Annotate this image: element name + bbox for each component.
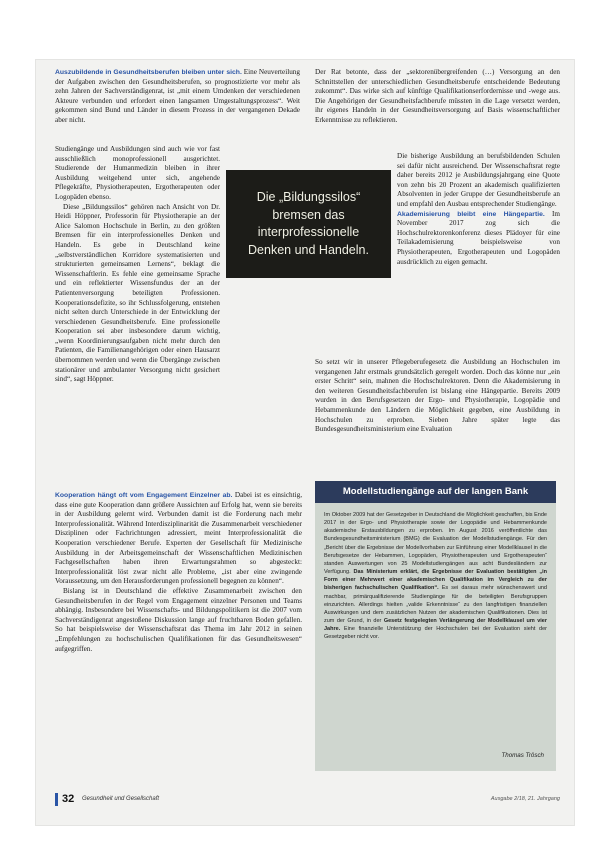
right-column-lower bbox=[315, 358, 560, 435]
info-box-bold-2: Gesetz festgelegten Verlängerung der Modellklausel um vier Jahre. bbox=[324, 618, 547, 633]
paragraph-rat: Der Rat betonte, dass der „sektorenübergreifenden (…) Versorgung an den Schnittstellen der unterschiedlichen Gesundheitsberufe entscheidende Bedeutung zukommt“. Das wirke sich auf künftige Qualifikationserfordernisse und -wege aus. Die Angehörigen der Gesundheitsfachberufe müssten in die Lage versetzt werden, ihr eigenes Handeln in der Gesundheitsversorgung auf Basis wissenschaftlicher Erkenntnisse zu reflektieren. bbox=[315, 68, 560, 124]
info-box-body: Im Oktober 2009 hat der Gesetzgeber in Deutschland die Möglichkeit geschaffen, bis Ende 2017 in der Ergo- und Physiotherapie sowie der Logopädie und Hebammenkunde akademische Erstausbildungen zu erproben. Im August 2016 veröffentlichte das Bundesgesundheitsministerium (BMG) die Evaluation der Modellstudiengänge. Für den „Bericht über die Ergebnisse der Modellvorhaben zur Einführung einer Modellklausel in die Berufsgesetze der Hebammen, Logopäden, Physiotherapeuten und Ergotherapeuten“ standen Auswertungen von 25 Modellstudiengängen aus acht Bundesländern zur Verfügung. Das Ministerium erklärt, die Ergebnisse der Evaluation bestätigten „in Form einer Mehrwert einer akademischen Qualifikation im Vergleich zu der bisherigen fachschulischen Qualifikation“. Es sei daraus mehr wünschenswert und machbar, primärqualifizierende Studiengänge für die beteiligten Berufsgruppen einzurichten. Allerdings hielten „valide Erkenntnisse“ zu den langfristigen finanziellen Auswirkungen und dem zusätzlichen Nutzen der akademischen Qualifikationen. Dies ist zum der Grund, in der Gesetz festgelegten Verlängerung der Modellklausel um vier Jahre. Eine finanzielle Unterstützung der Hochschulen bei der Evaluation sieht der Gesetzgeber nicht vor. bbox=[324, 512, 547, 641]
quote-line-4: Denken und Handeln. bbox=[248, 242, 369, 257]
info-box-author: Thomas Trösch bbox=[501, 752, 544, 759]
footer-accent-bar bbox=[55, 793, 58, 806]
paragraph-rat-tail: Die bisherige Ausbildung an berufsbildenden Schulen sei dafür nicht ausreichend. Der Wissenschaftsrat regte daher bereits 2012 je Ausbildungsjahrgang eine Quote von zehn bis 20 Prozent an akademisch qualifizierten Absolventen in jeder Gruppe der Gesundheitsberufe an und empfahl den Ausbau entsprechender Studiengänge. bbox=[397, 152, 560, 208]
info-box-bold-1: Das Ministerium erklärt, die Ergebnisse der Evaluation bestätigten „in Form einer Mehrwert einer akademischen Qualifikation im Vergleich zu der bisherigen fachschulischen Qualifikation“. bbox=[324, 569, 547, 592]
page-number: 32 bbox=[62, 793, 75, 805]
info-box-title: Modellstudiengänge auf der langen Bank bbox=[315, 481, 556, 503]
subheading-akademisierung: Akademisierung bleibt eine Hängepartie. bbox=[397, 210, 545, 218]
left-column-upper bbox=[55, 68, 300, 126]
paragraph-intro: Auszubildende in Gesundheitsberufen bleiben unter sich. Eine Neuverteilung der Aufgaben zwischen den Gesundheitsberufen, so prognostizierte vor mehr als zehn Jahren der Sachverständigenrat, ist „mit einem Umdenken der verschiedenen Akteure verbunden und erfordert einen langsamen Umgestaltungsprozess“. Weit gekommen sind Bund und Länder in diesem Prozess in der vergangenen Dekade aber nicht. bbox=[55, 68, 300, 124]
paragraph-bislang: Bislang ist in Deutschland die effektive Zusammenarbeit zwischen den Gesundheitsberufen in der Regel vom Engagement einzelner Personen und Teams abhängig. Insbesondere bei Wissenschafts- und Bildungspolitikern ist die 2007 vom Sachverständigenrat angestoßene Diskussion lange auf fruchtbaren Boden gefallen. So hat beispielsweise der Wissenschaftsrat das Thema im Jahr 2012 in seinen „Empfehlungen zu hochschulischen Qualifikationen für das Gesundheitswesen“ aufgegriffen. bbox=[55, 586, 302, 653]
subheading-kooperation: Kooperation hängt oft vom Engagement Einzelner ab. bbox=[55, 492, 233, 499]
issue-info: Ausgabe 2/18, 21. Jahrgang bbox=[490, 796, 560, 802]
info-box-modellstudiengaenge bbox=[315, 481, 556, 771]
quote-line-3: interprofessionelle bbox=[257, 225, 360, 239]
right-column-upper bbox=[315, 68, 560, 126]
pull-quote bbox=[226, 170, 391, 278]
paragraph-intro-tail: Studiengänge und Ausbildungen sind auch wie vor fast ausschließlich monoprofessionell ausgerichtet. Studierende der Humanmedizin bleiben in ihrer Ausbildung weitgehend unter sich, angehende Pflegekräfte, Physiotherapeuten, Ergotherapeuten oder Logopäden ebenso. bbox=[55, 145, 220, 201]
quote-line-2: bremsen das bbox=[272, 207, 345, 222]
paragraph-kooperation: Kooperation hängt oft vom Engagement Einzelner ab. Dabei ist es einsichtig, dass eine gute Kooperation dann größere Aussichten auf Erfolg hat, wenn sie bereits in der Ausbildung gelernt wird. Verbunden damit ist die Forderung nach mehr Interprofessionalität. Während Interdisziplinarität die Zusammenarbeit verschiedener Disziplinen oder Fachrichtungen adressiert, meint Interprofessionalität die Kooperation verschiedener Berufe. Experten der Gesellschaft für Medizinische Ausbildung in der Arbeitsgemeinschaft der Wissenschaftlichen Medizinischen Fachgesellschaften haben ihren Erwartungsrahmen so abgesteckt: Interprofessionalität löst zwar nicht alle Probleme, „ist aber eine zwingende Voraussetzung, um den Herausforderungen professionell begegnen zu können“. bbox=[55, 491, 302, 586]
page-footer bbox=[55, 793, 560, 807]
paragraph-akademisierung: Akademisierung bleibt eine Hängepartie. Im November 2017 zog sich die Hochschulrektorenkonferenz dieses Plädoyer für eine Teilakademisierung beispielsweise von Physiotherapeuten, Ergotherapeuten und Logopäden ausdrücklich zu eigen gemacht. bbox=[397, 209, 560, 266]
magazine-name: Gesundheit und Gesellschaft bbox=[82, 796, 160, 802]
subheading-ausbildung: Auszubildende in Gesundheitsberufen bleiben unter sich. bbox=[55, 69, 242, 76]
right-column-narrow bbox=[397, 152, 560, 267]
left-column-narrow bbox=[55, 145, 220, 385]
paragraph-pflegeberufe: So setzt wir in unserer Pflegeberufegesetz die Ausbildung an Hochschulen im vergangenen Jahr erstmals grundsätzlich geregelt worden. Doch das könne nur „ein erster Schritt“ sein, mahnen die Hochschulrektoren. Denn die Akademisierung in den weiteren Gesundheitsfachberufen ist bislang eine Hängepartie. Bereits 2009 wurden in den Berufsgesetzen der Ergo- und Physiotherapie, Logopädie und Hebammenkunde den Ländern die Möglichkeit gegeben, eine Ausbildung in Hochschulen zu erproben. Sieben Jahre später legte das Bundesgesundheitsministerium eine Evaluation bbox=[315, 358, 560, 434]
paragraph-bildungssilos: Diese „Bildungssilos“ gehören nach Ansicht von Dr. Heidi Höppner, Professorin für Physiotherapie an der Alice Salomon Hochschule in Berlin, zu den größten Bremsen für ein interprofessionelles Denken und Handeln. Es gebe in Deutschland keine „selbstverständlichen Korridore systematisierten und strukturierten gemeinsamen Lernens“, beklagt die Wissenschaftlerin. Es fehle eine gemeinsame Sprache und ein reflektierter Wissensfundus der an der Patientenversorgung beteiligten Professionen. Kooperationsdefizite, so ihr Schlussfolgerung, entstehen nicht selten durch Unterschiede in der Entwicklung der verschiedenen Gesundheitsberufe. Eine professionelle Kooperation sei aber insbesondere darum wichtig, „wenn Koordinierungsaufgaben nicht mehr durch den Patienten, die Familienangehörigen oder einen Hausarzt übernommen werden und wenn die Übergänge zwischen stationärer und ambulanter Versorgung nicht gesichert sind“, sagt Höppner. bbox=[55, 202, 220, 384]
quote-line-1: Die „Bildungssilos“ bbox=[256, 190, 361, 204]
left-column-lower bbox=[55, 491, 302, 654]
